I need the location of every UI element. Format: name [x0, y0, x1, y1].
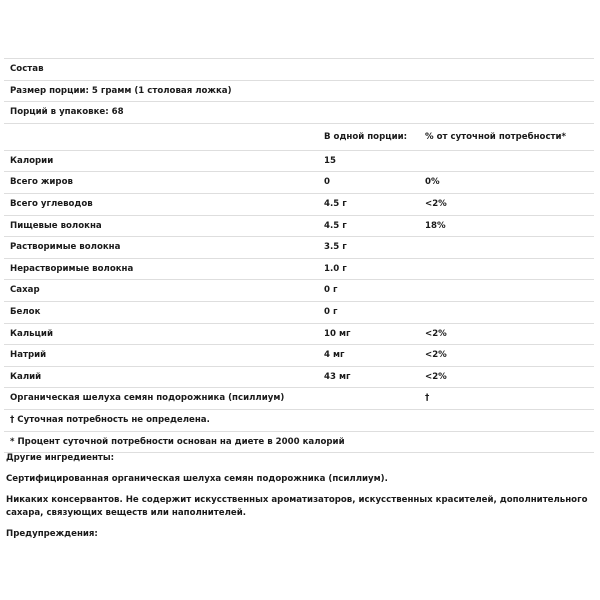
nutrient-daily-value: <2% [419, 323, 594, 345]
no-preservatives-text: Никаких консервантов. Не содержит искусственных ароматизаторов, искусственных красителей, дополнительного сахара, связующих веществ или наполнителей. [6, 495, 588, 518]
table-row [4, 102, 594, 124]
facts-heading: Состав [4, 59, 594, 81]
table-row [4, 388, 594, 410]
nutrient-amount: 15 [318, 150, 419, 172]
nutrient-amount: 4.5 г [318, 193, 419, 215]
table-row [4, 215, 594, 237]
nutrient-daily-value: <2% [419, 193, 594, 215]
nutrient-daily-value [419, 237, 594, 259]
header-empty-cell [4, 123, 318, 150]
nutrient-amount: 4 мг [318, 345, 419, 367]
nutrient-daily-value: 0% [419, 172, 594, 194]
table-header-row [4, 123, 594, 150]
nutrient-amount [318, 388, 419, 410]
table-row [4, 409, 594, 431]
table-row [4, 150, 594, 172]
table-row [4, 345, 594, 367]
servings-per-container: Порций в упаковке: 68 [4, 102, 594, 124]
table-row [4, 172, 594, 194]
nutrient-daily-value: <2% [419, 345, 594, 367]
nutrient-name: Всего жиров [4, 172, 318, 194]
nutrient-name: Всего углеводов [4, 193, 318, 215]
nutrient-amount: 0 г [318, 301, 419, 323]
nutrient-daily-value [419, 280, 594, 302]
nutrient-name: Кальций [4, 323, 318, 345]
table-row [4, 237, 594, 259]
warnings-title: Предупреждения: [6, 529, 98, 539]
footnote-dagger: † Суточная потребность не определена. [4, 409, 594, 431]
table-row [4, 258, 594, 280]
nutrient-name: Нерастворимые волокна [4, 258, 318, 280]
table-row [4, 280, 594, 302]
supplement-facts-table [4, 58, 594, 453]
table-row [4, 366, 594, 388]
nutrient-daily-value [419, 150, 594, 172]
serving-size: Размер порции: 5 грамм (1 столовая ложка) [4, 80, 594, 102]
nutrient-amount: 1.0 г [318, 258, 419, 280]
table-row [4, 301, 594, 323]
other-ingredients-text: Сертифицированная органическая шелуха семян подорожника (псиллиум). [6, 474, 388, 484]
nutrient-amount: 3.5 г [318, 237, 419, 259]
nutrient-name: Сахар [4, 280, 318, 302]
nutrient-amount: 4.5 г [318, 215, 419, 237]
table-row [4, 193, 594, 215]
other-ingredients-title: Другие ингредиенты: [6, 453, 115, 463]
table-row [4, 59, 594, 81]
nutrient-name: Натрий [4, 345, 318, 367]
nutrient-daily-value: <2% [419, 366, 594, 388]
footnote-star: * Процент суточной потребности основан на диете в 2000 калорий [4, 431, 594, 453]
nutrient-daily-value: † [419, 388, 594, 410]
nutrient-daily-value [419, 301, 594, 323]
column-header-daily-value: % от суточной потребности* [419, 123, 594, 150]
nutrient-daily-value: 18% [419, 215, 594, 237]
table-row [4, 431, 594, 453]
nutrient-name: Пищевые волокна [4, 215, 318, 237]
nutrient-amount: 0 [318, 172, 419, 194]
table-row [4, 323, 594, 345]
nutrient-name: Белок [4, 301, 318, 323]
nutrient-amount: 43 мг [318, 366, 419, 388]
nutrient-name: Органическая шелуха семян подорожника (псиллиум) [4, 388, 318, 410]
nutrient-name: Растворимые волокна [4, 237, 318, 259]
nutrient-amount: 0 г [318, 280, 419, 302]
nutrient-name: Калий [4, 366, 318, 388]
column-header-per-serving: В одной порции: [318, 123, 419, 150]
nutrient-name: Калории [4, 150, 318, 172]
table-row [4, 80, 594, 102]
nutrient-daily-value [419, 258, 594, 280]
nutrient-amount: 10 мг [318, 323, 419, 345]
